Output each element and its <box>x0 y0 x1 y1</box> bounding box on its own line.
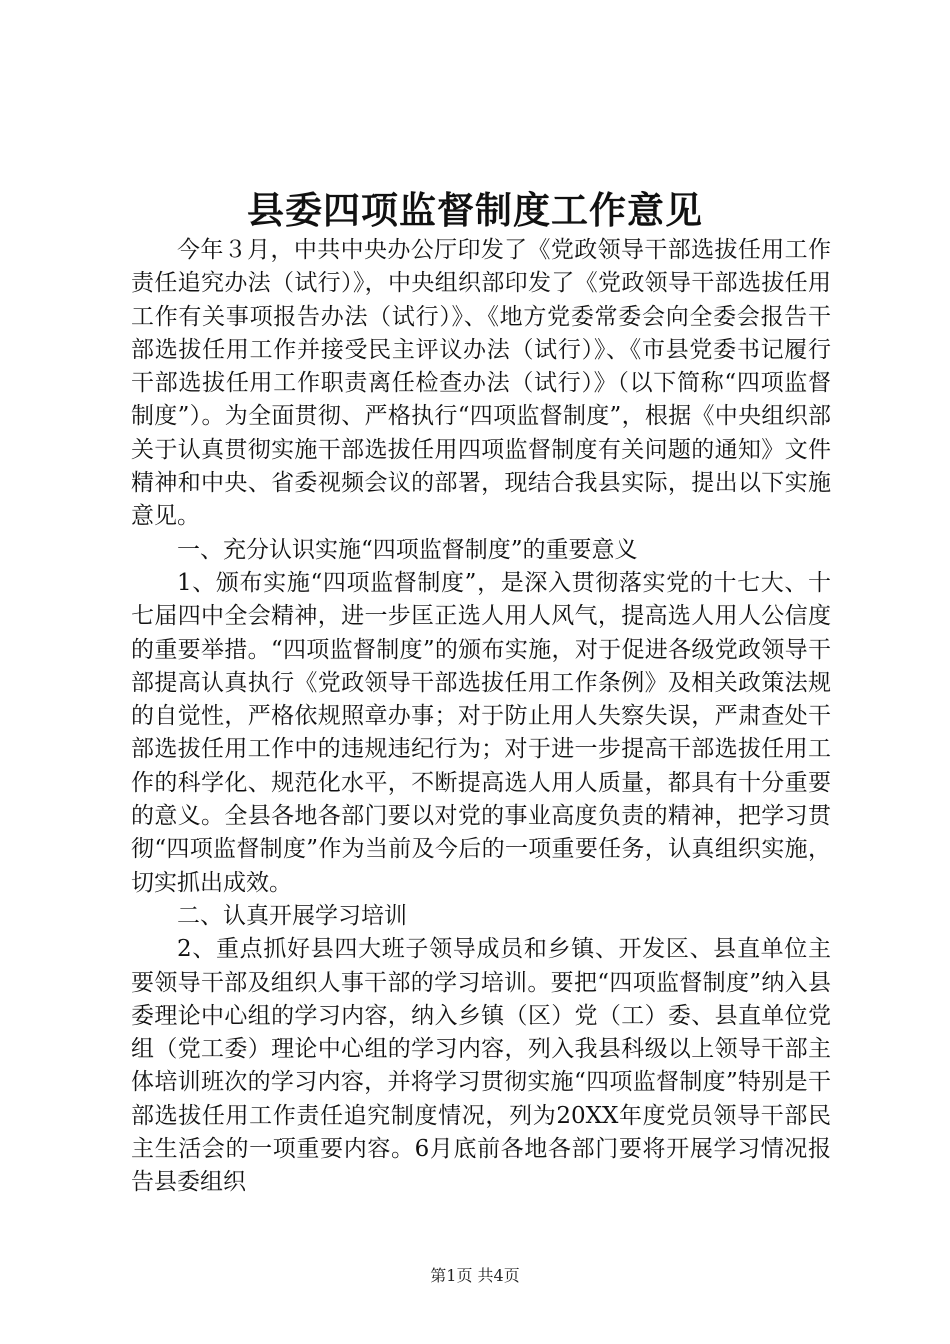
section-heading-2: 二、认真开展学习培训 <box>177 902 407 929</box>
document-title: 县委四项监督制度工作意见 <box>247 188 703 232</box>
section-2-paragraph: 2、重点抓好县四大班子领导成员和乡镇、开发区、县直单位主要领导干部及组织人事干部的学习培训。要把“四项监督制度”纳入县委理论中心组的学习内容，纳入乡镇（区）党（工）委、县直单位党组（党工委）理论中心组的学习内容，列入我县科级以上领导干部主体培训班次的学习内容，并将学习贯彻实施“四项监督制度”特别是干部选拔任用工作责任追究制度情况，列为20XX年度党员领导干部民主生活会的一项重要内容。6月底前各地各部门要将开展学习情况报告县委组织 <box>131 936 831 1196</box>
page-number-footer: 第1页 共4页 <box>430 1266 520 1285</box>
section-heading-1: 一、充分认识实施“四项监督制度”的重要意义 <box>177 536 638 563</box>
document-body <box>131 234 831 1200</box>
intro-paragraph: 今年３月，中共中央办公厅印发了《党政领导干部选拔任用工作责任追究办法（试行）》，中央组织部印发了《党政领导干部选拔任用工作有关事项报告办法（试行）》、《地方党委常委会向全委会报告干部选拔任用工作并接受民主评议办法（试行）》、《市县党委书记履行干部选拔任用工作职责离任检查办法（试行）》（以下简称“四项监督制度”）。为全面贯彻、严格执行“四项监督制度”，根据《中央组织部关于认真贯彻实施干部选拔任用四项监督制度有关问题的通知》文件精神和中央、省委视频会议的部署，现结合我县实际，提出以下实施意见。 <box>131 237 831 530</box>
section-1-paragraph: 1、颁布实施“四项监督制度”，是深入贯彻落实党的十七大、十七届四中全会精神，进一步匡正选人用人风气，提高选人用人公信度的重要举措。“四项监督制度”的颁布实施，对于促进各级党政领导干部提高认真执行《党政领导干部选拔任用工作条例》及相关政策法规的自觉性，严格依规照章办事；对于防止用人失察失误，严肃查处干部选拔任用工作中的违规违纪行为；对于进一步提高干部选拔任用工作的科学化、规范化水平，不断提高选人用人质量，都具有十分重要的意义。全县各地各部门要以对党的事业高度负责的精神，把学习贯彻“四项监督制度”作为当前及今后的一项重要任务，认真组织实施，切实抓出成效。 <box>131 569 831 896</box>
